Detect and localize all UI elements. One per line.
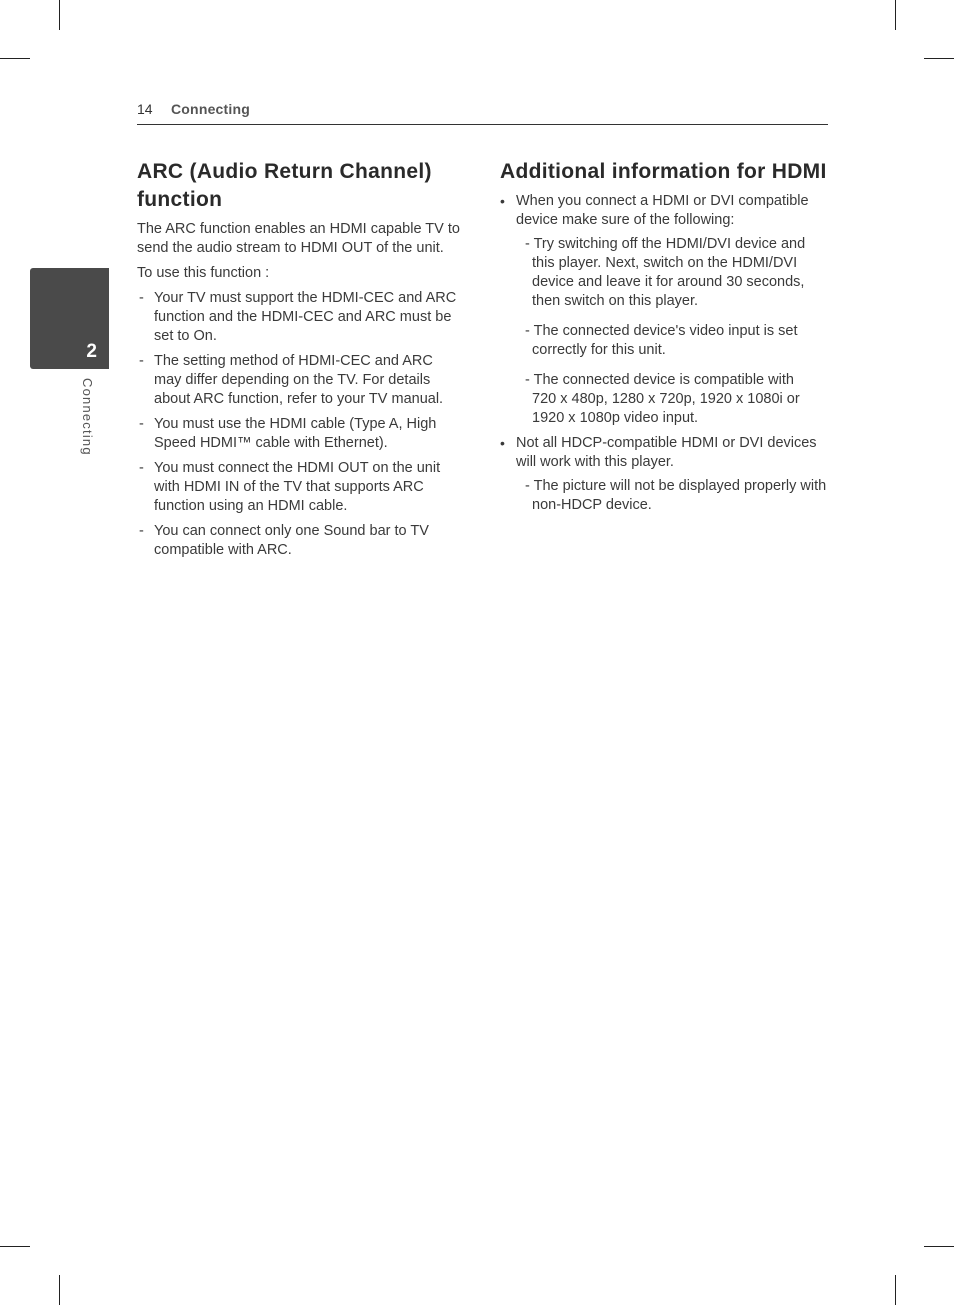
- sub-item: - Try switching off the HDMI/DVI device and this player. Next, switch on the HDMI/DVI device and leave it for around 30 seconds, then switch on this player.: [525, 236, 806, 309]
- list-item: - The setting method of HDMI-CEC and ARC may differ depending on the TV. For details about ARC function, refer to your TV manual.: [139, 353, 444, 407]
- arc-intro: The ARC function enables an HDMI capable TV to send the audio stream to HDMI OUT of the unit.: [137, 221, 460, 256]
- crop-mark: [924, 1246, 954, 1247]
- crop-mark: [59, 0, 60, 30]
- arc-requirements-list: [137, 289, 462, 560]
- list-item: • When you connect a HDMI or DVI compatible device make sure of the following: - Try switching off the HDMI/DVI device and this player. Next, switch on the HDMI/DVI device and leave it for around 30 seconds, then switch on this player. - The connected device's video input is set correctly for this unit. - The connected device is compatible with 720 x 480p, 1280 x 720p, 1920 x 1080i or 1920 x 1080p video input.: [500, 192, 830, 428]
- hdmi-info-list: [500, 192, 830, 515]
- sub-item: - The connected device's video input is set correctly for this unit.: [525, 323, 798, 358]
- hdmi-info-section: [500, 158, 830, 521]
- crop-mark: [0, 1246, 30, 1247]
- crop-mark: [924, 58, 954, 59]
- chapter-tab: [30, 268, 109, 369]
- chapter-label: Connecting: [80, 378, 95, 456]
- section-title: Connecting: [171, 101, 250, 117]
- crop-mark: [895, 1275, 896, 1305]
- page-number: 14: [137, 101, 153, 117]
- sub-item: - The connected device is compatible with 720 x 480p, 1280 x 720p, 1920 x 1080i or 1920 x 1080p video input.: [525, 372, 800, 426]
- list-item: - You must connect the HDMI OUT on the unit with HDMI IN of the TV that supports ARC function using an HDMI cable.: [139, 460, 441, 514]
- bullet-icon: •: [500, 435, 505, 451]
- hdmi-heading: Additional information for HDMI: [500, 160, 827, 183]
- page-header: [137, 100, 828, 125]
- crop-mark: [0, 58, 30, 59]
- list-item: - You can connect only one Sound bar to TV compatible with ARC.: [139, 523, 429, 558]
- arc-heading: ARC (Audio Return Channel) function: [137, 160, 432, 211]
- crop-mark: [59, 1275, 60, 1305]
- bullet-icon: •: [500, 193, 505, 209]
- arc-section: [137, 158, 462, 566]
- arc-to-use: To use this function :: [137, 265, 270, 281]
- list-item: - You must use the HDMI cable (Type A, High Speed HDMI™ cable with Ethernet).: [139, 416, 437, 451]
- crop-mark: [895, 0, 896, 30]
- list-item: - Your TV must support the HDMI-CEC and ARC function and the HDMI-CEC and ARC must be set to On.: [139, 290, 457, 344]
- list-item: • Not all HDCP-compatible HDMI or DVI devices will work with this player. - The picture will not be displayed properly with non-HDCP device.: [500, 434, 830, 515]
- sub-item: - The picture will not be displayed properly with non-HDCP device.: [525, 478, 827, 513]
- chapter-number: 2: [86, 341, 97, 362]
